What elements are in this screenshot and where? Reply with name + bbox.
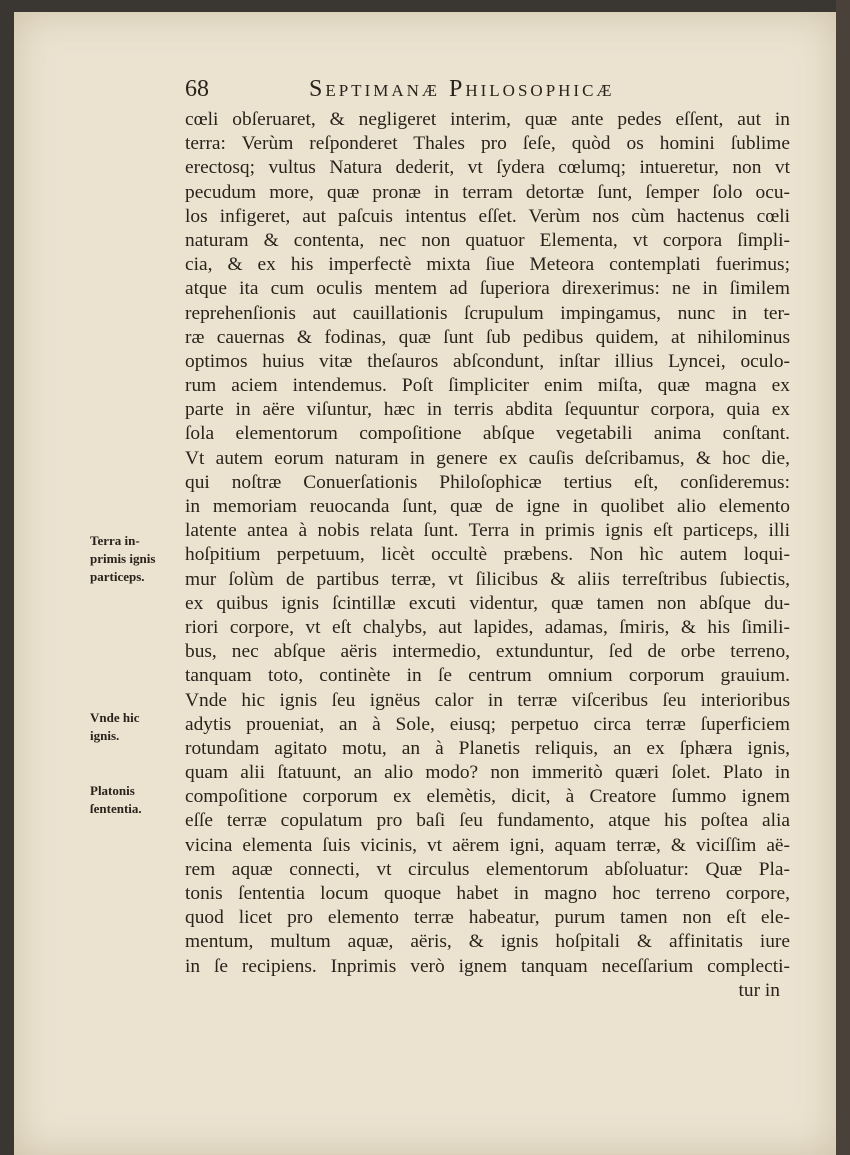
text-line: cia, & ex his imperfectè mixta ſiue Meteora contemplati fuerimus; (185, 254, 790, 276)
text-line: eſſe terræ copulatum pro baſi ſeu fundamento, atque his poſtea alia (185, 810, 790, 832)
text-line: rem aquæ connecti, vt circulus elementorum abſoluatur: Quæ Pla- (185, 858, 790, 880)
body-text (185, 108, 790, 1003)
text-line: erectosq; vultus Natura dederit, vt ſydera cœlumq; intueretur, non vt (185, 157, 790, 179)
text-line: compoſitione corporum ex elemètis, dicit, à Creatore ſummo ignem (185, 786, 790, 808)
margin-note-line: ignis. (90, 728, 120, 743)
margin-note-line: primis ignis (90, 551, 156, 566)
margin-note-line: ſententia. (90, 801, 142, 816)
text-line: atque ita cum oculis mentem ad ſuperiora direxerimus: ne in ſimilem (185, 278, 790, 300)
scan-right-edge (836, 0, 850, 1155)
text-line: latente antea à nobis relata ſunt. Terra in primis ignis eſt particeps, illi (185, 520, 790, 542)
text-line: ræ cauernas & fodinas, quæ ſunt ſub pedibus quidem, at nihilominus (185, 326, 790, 348)
text-line: hoſpitium perpetuum, licèt occultè præbens. Non hìc autem loqui- (185, 544, 790, 566)
text-line: ſola elementorum compoſitione abſque vegetabili anima conſtant. (185, 423, 790, 445)
text-line: reprehenſionis aut cauillationis ſcrupulum impingamus, nunc in ter- (185, 302, 790, 324)
running-title: Septimanæ Philosophicæ (309, 76, 615, 102)
running-head (185, 76, 785, 106)
text-line: ex quibus ignis ſcintillæ excuti videntur, quæ tamen non abſque du- (185, 592, 790, 614)
text-line: quam alii ſtatuunt, an alio modo? non immeritò quæri ſolet. Plato in (185, 762, 790, 784)
margin-note-line: particeps. (90, 569, 145, 584)
text-line: cœli obſeruaret, & negligeret interim, quæ ante pedes eſſent, aut in (185, 109, 790, 130)
text-line: tonis ſententia locum quoque habet in magno hoc terreno corpore, (185, 883, 790, 904)
text-line: rotundam agitato motu, an à Planetis reliquis, an ex ſphæra ignis, (185, 737, 790, 759)
text-line: vicina elementa ſuis vicinis, vt aërem igni, aquam terræ, & viciſſim aë- (185, 834, 790, 856)
text-line: tanquam toto, continète in ſe centrum omnium corporum grauium. (185, 665, 790, 687)
text-line: optimos huius vitæ theſauros abſcondunt, inſtar illius Lyncei, oculo- (185, 350, 790, 372)
text-line: mentum, multum aquæ, aëris, & ignis hoſpitali & affinitatis iure (185, 931, 790, 953)
text-line: in memoriam reuocanda ſunt, quæ de igne in quolibet alio elemento (185, 496, 790, 517)
text-line: parte in aëre viſuntur, hæc in terris abdita ſequuntur corpora, quia ex (185, 399, 790, 421)
text-line: in ſe recipiens. Inprimis verò ignem tanquam neceſſarium complecti- (185, 955, 790, 977)
margin-note-line: Platonis (90, 783, 135, 798)
text-line: mur ſolùm de partibus terræ, vt ſilicibus & aliis terreſtribus ſubiectis, (185, 568, 790, 590)
text-line: adytis proueniat, an à Sole, eiusq; perpetuo circa terræ ſuperficiem (185, 713, 790, 735)
text-line: rum aciem intendemus. Poſt ſimpliciter enim miſta, quæ magna ex (185, 375, 790, 397)
text-line: Vnde hic ignis ſeu ignëus calor in terræ viſceribus ſeu interioribus (185, 689, 790, 711)
text-line: quod licet pro elemento terræ habeatur, purum tamen non eſt ele- (185, 907, 790, 929)
scan-top-edge (0, 0, 850, 12)
text-line: los infigeret, aut paſcuis intentus eſſet. Verùm nos cùm hactenus cœli (185, 205, 790, 227)
text-line: qui noſtræ Conuerſationis Philoſophicæ tertius eſt, conſideremus: (185, 471, 790, 493)
margin-note-platonis (90, 782, 185, 818)
margin-note-line: Vnde hic (90, 710, 140, 725)
text-line: naturam & contenta, nec non quatuor Elementa, vt corpora ſimpli- (185, 229, 790, 251)
page-number: 68 (185, 76, 209, 102)
text-line: Vt autem eorum naturam in genere ex cauſis deſcribamus, & hoc die, (185, 447, 790, 469)
text-line: riori corpore, vt eſt chalybs, aut lapides, adamas, ſmiris, & his ſimili- (185, 616, 790, 638)
margin-note-terra-ignis (90, 532, 185, 586)
text-line: pecudum more, quæ pronæ in terram detortæ ſunt, ſemper ſolo ocu- (185, 181, 790, 203)
margin-note-line: Terra in- (90, 533, 140, 548)
catchword: tur in (738, 979, 780, 1001)
text-line: bus, nec abſque aëris intermedio, extunduntur, ſed de orbe terreno, (185, 641, 790, 663)
text-line: terra: Verùm reſponderet Thales pro ſeſe, quòd os homini ſublime (185, 133, 790, 155)
margin-note-vnde-hic (90, 709, 185, 745)
